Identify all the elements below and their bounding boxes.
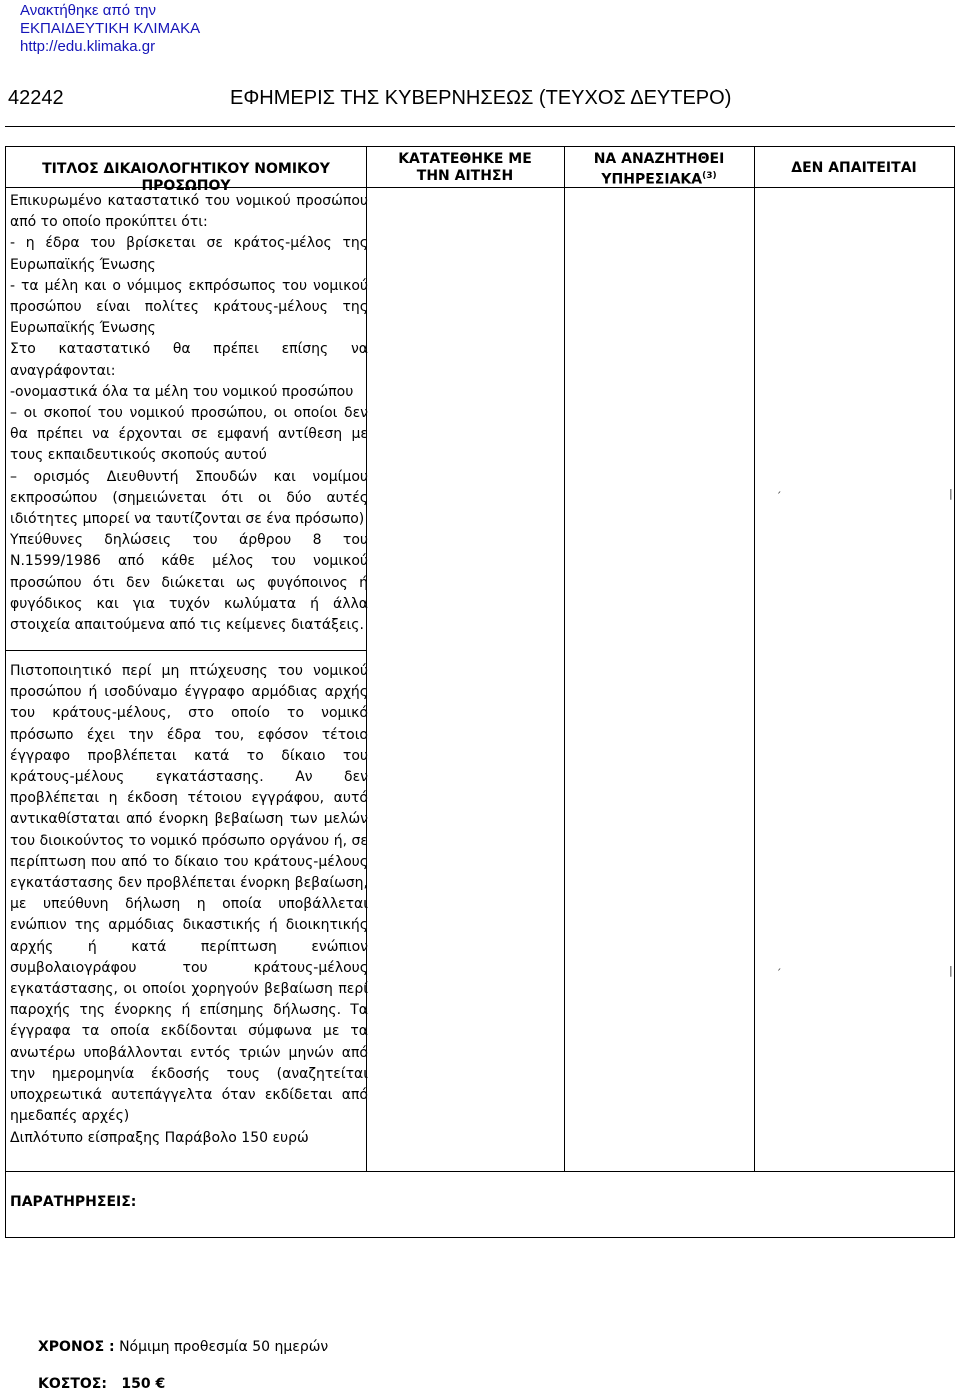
column-header-title: ΤΙΤΛΟΣ ΔΙΚΑΙΟΛΟΓΗΤΙΚΟΥ ΝΟΜΙΚΟΥ ΠΡΟΣΩΠΟΥ <box>42 161 330 194</box>
row-2-text <box>10 661 368 1150</box>
row-1-paragraph: -ονομαστικά όλα τα μέλη του νομικού προσώπου <box>10 383 354 400</box>
column-divider-2 <box>564 147 565 1171</box>
cost-line <box>38 1376 165 1392</box>
source-line-1: Ανακτήθηκε από την <box>20 2 157 19</box>
scan-mark: | <box>949 964 953 977</box>
time-line <box>38 1339 328 1355</box>
row-divider <box>6 650 366 651</box>
gazette-title: ΕΦΗΜΕΡΙΣ ΤΗΣ ΚΥΒΕΡΝΗΣΕΩΣ (ΤΕΥΧΟΣ ΔΕΥΤΕΡΟ) <box>230 87 732 109</box>
row-1-paragraph: – ορισμός Διευθυντή Σπουδών και νομίμου εκπροσώπου (σημειώνεται ότι οι δύο αυτές ιδιότητες μπορεί να ταυτίζονται σε ένα πρόσωπο) <box>10 468 368 528</box>
cost-label: ΚΟΣΤΟΣ: <box>38 1376 107 1392</box>
time-label: ΧΡΟΝΟΣ : <box>38 1339 115 1355</box>
column-header-submitted: ΚΑΤΑΤΕΘΗΚΕ ΜΕ ΤΗΝ ΑΙΤΗΣΗ <box>398 151 532 184</box>
row-1-paragraph: Στο καταστατικό θα πρέπει επίσης να αναγράφονται: <box>10 341 368 379</box>
row-1-paragraph: - τα μέλη και ο νόμιμος εκπρόσωπος του νομικού προσώπου είναι πολίτες κράτους-μέλους της Ευρωπαϊκής Ένωσης <box>10 277 368 337</box>
row-2-paragraph: Διπλότυπο είσπραξης Παράβολο 150 ευρώ <box>10 1130 309 1147</box>
row-2-paragraph: Πιστοποιητικό περί μη πτώχευσης του νομικού προσώπου ή ισοδύναμο έγγραφο αρμόδιας αρχής του κράτους-μέλους, στο οποίο το νομικό πρόσωπο έχει την έδρα του, εφόσον τέτοιο έγγραφο προβλέπεται κατά το δίκαιο του κράτους-μέλους εγκατάστασης. Αν δεν προβλέπεται η έκδοση τέτοιου εγγράφου, αυτό αντικαθίσταται από ένορκη βεβαίωση των μελών του διοικούντος το νομικό πρόσωπο οργάνου ή, σε περίπτωση που από το δίκαιο του κράτους-μέλους εγκατάστασης δεν προβλέπεται ένορκη βεβαίωση, με υπεύθυνη δήλωση η οποία υποβάλλεται ενώπιον της αρμόδιας δικαστικής ή διοικητικής αρχής ή κατά περίπτωση ενώπιον συμβολαιογράφου του κράτους-μέλους εγκατάστασης, οι οποίοι χορηγούν βεβαίωση περί παροχής της ένορκης ή επίσημης δήλωσης. Τα έγγραφα τα οποία εκδίδονται σύμφωνα με τα ανωτέρω υποβάλλονται εντός τριών μηνών από την ημερομηνία έκδοσής τους (αναζητείται υποχρεωτικά αυτεπάγγελτα όταν εκδίδεται από ημεδαπές αρχές) <box>10 663 368 1125</box>
column-header-not-required: ΔΕΝ ΑΠΑΙΤΕΙΤΑΙ <box>791 160 917 176</box>
row-1-paragraph: – οι σκοποί του νομικού προσώπου, οι οποίοι δεν θα πρέπει να έρχονται σε εμφανή αντίθεση με τους εκπαιδευτικούς σκοπούς αυτού <box>10 405 368 464</box>
time-value: Νόμιμη προθεσμία 50 ημερών <box>119 1339 329 1355</box>
source-link[interactable]: http://edu.klimaka.gr <box>20 38 156 55</box>
remarks-label: ΠΑΡΑΤΗΡΗΣΕΙΣ: <box>10 1194 137 1210</box>
row-1-paragraph: Επικυρωμένο καταστατικό του νομικού προσώπου από το οποίο προκύπτει ότι: <box>10 193 368 231</box>
cost-value: 150 € <box>121 1376 166 1392</box>
source-watermark <box>20 2 200 56</box>
row-1-text <box>10 191 368 636</box>
scan-mark: ˊ <box>776 967 782 980</box>
table-bottom-line <box>6 1171 954 1172</box>
scan-mark: ˊ <box>776 490 782 503</box>
scan-mark: | <box>949 487 953 500</box>
source-line-2: ΕΚΠΑΙΔΕΥΤΙΚΗ ΚΛΙΜΑΚΑ <box>20 20 201 37</box>
page-number: 42242 <box>8 87 64 109</box>
column-divider-3 <box>754 147 755 1171</box>
requirements-table <box>5 146 955 1238</box>
column-header-service: ΝΑ ΑΝΑΖΗΤΗΘΕΙ ΥΠΗΡΕΣΙΑΚΑ$^{(3)}$ <box>593 151 725 188</box>
row-1-paragraph: Υπεύθυνες δηλώσεις του άρθρου 8 του Ν.1599/1986 από κάθε μέλος του νομικού προσώπου ότι δεν διώκεται ως φυγόποινος ή φυγόδικος και για τυχόν κωλύματα ή άλλα στοιχεία απαιτούμενα από τις κείμενες διατάξεις. <box>10 532 368 634</box>
row-1-paragraph: - η έδρα του βρίσκεται σε κράτος-μέλος της Ευρωπαϊκής Ένωσης <box>10 235 368 273</box>
header-divider <box>5 126 955 127</box>
